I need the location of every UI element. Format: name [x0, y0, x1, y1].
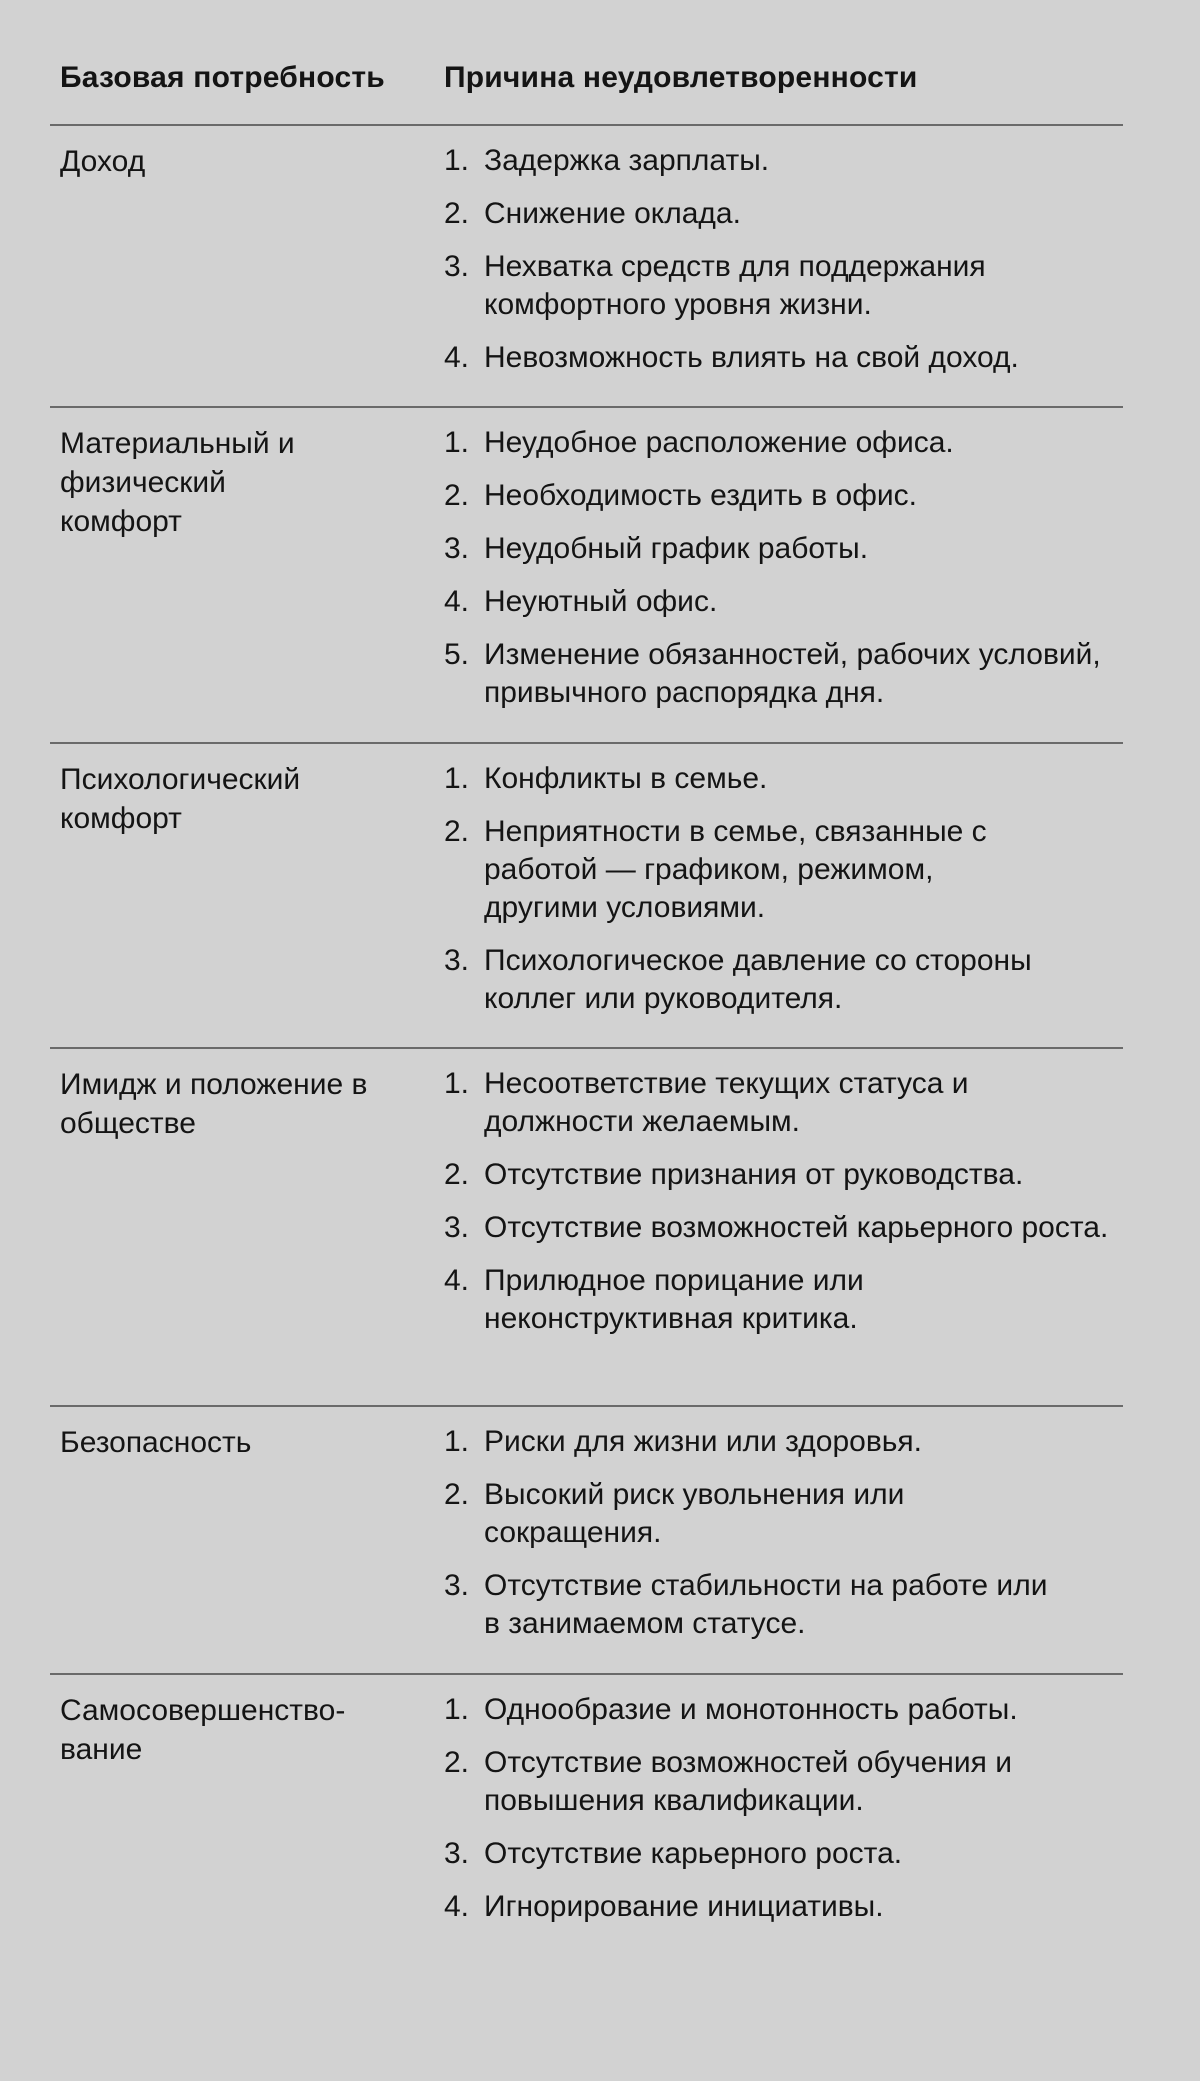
reason-list — [444, 1691, 1123, 1941]
item-number: 1. — [444, 426, 470, 459]
item-text: Однообразие и монотонность работы. — [484, 1693, 1018, 1726]
item-text: Нехватка средств для поддержания комфортного уровня жизни. — [484, 250, 986, 321]
item-text: Неудобный график работы. — [484, 532, 869, 565]
reason-list — [444, 1423, 1123, 1658]
item-text: Отсутствие карьерного роста. — [484, 1837, 903, 1870]
list-item — [444, 942, 1123, 1018]
item-number: 4. — [444, 341, 470, 374]
list-item — [444, 1209, 1123, 1247]
table-row-material-comfort — [50, 408, 1123, 744]
item-number: 3. — [444, 1569, 470, 1602]
list-item — [444, 1835, 1123, 1873]
item-text: Отсутствие возможностей обучения и повышения квалификации. — [484, 1746, 1012, 1817]
list-item — [444, 813, 1123, 927]
list-item — [444, 636, 1123, 712]
list-item — [444, 1691, 1123, 1729]
list-item — [444, 477, 1123, 515]
item-number: 2. — [444, 1746, 470, 1779]
list-item — [444, 583, 1123, 621]
item-number: 3. — [444, 250, 470, 283]
item-text: Неудобное расположение офиса. — [484, 426, 954, 459]
need-label: Доход — [60, 145, 146, 178]
item-text: Высокий риск увольнения или сокращения. — [484, 1478, 905, 1549]
header-need: Базовая потребность — [60, 61, 385, 94]
header-reason: Причина неудовлетворенности — [444, 61, 918, 94]
item-number: 1. — [444, 1067, 470, 1100]
item-text: Несоответствие текущих статуса и должности желаемым. — [484, 1067, 969, 1138]
reason-list — [444, 142, 1123, 392]
list-item — [444, 1262, 1123, 1338]
table-row-self-improvement — [50, 1675, 1123, 2015]
item-number: 1. — [444, 1425, 470, 1458]
table-row-psychological-comfort — [50, 744, 1123, 1049]
list-item — [444, 339, 1123, 377]
item-number: 2. — [444, 1158, 470, 1191]
item-text: Невозможность влиять на свой доход. — [484, 341, 1019, 374]
item-text: Игнорирование инициативы. — [484, 1890, 884, 1923]
item-text: Отсутствие стабильности на работе или в занимаемом статусе. — [484, 1569, 1048, 1640]
table-row-safety — [50, 1407, 1123, 1675]
item-number: 1. — [444, 762, 470, 795]
list-item — [444, 1476, 1123, 1552]
list-item — [444, 760, 1123, 798]
table-header — [50, 0, 1123, 126]
list-item — [444, 1744, 1123, 1820]
item-number: 1. — [444, 1693, 470, 1726]
item-number: 3. — [444, 1211, 470, 1244]
item-number: 2. — [444, 1478, 470, 1511]
item-number: 4. — [444, 585, 470, 618]
item-text: Снижение оклада. — [484, 197, 741, 230]
item-text: Риски для жизни или здоровья. — [484, 1425, 922, 1458]
list-item — [444, 424, 1123, 462]
table-row-income — [50, 126, 1123, 408]
item-text: Психологическое давление со стороны коллег или руководителя. — [484, 944, 1032, 1015]
item-text: Неуютный офис. — [484, 585, 718, 618]
need-label: Самосовершенство-вание — [60, 1694, 346, 1766]
need-label: Имидж и положение в обществе — [60, 1068, 368, 1140]
list-item — [444, 248, 1123, 324]
list-item — [444, 1065, 1123, 1141]
table-row-image-status — [50, 1049, 1123, 1407]
item-number: 4. — [444, 1890, 470, 1923]
list-item — [444, 142, 1123, 180]
item-number: 5. — [444, 638, 470, 671]
need-label: Психологический комфорт — [60, 763, 301, 835]
item-text: Необходимость ездить в офис. — [484, 479, 918, 512]
list-item — [444, 1567, 1123, 1643]
needs-table — [50, 0, 1123, 2015]
item-text: Отсутствие возможностей карьерного роста. — [484, 1211, 1109, 1244]
item-text: Конфликты в семье. — [484, 762, 768, 795]
list-item — [444, 1423, 1123, 1461]
item-number: 3. — [444, 1837, 470, 1870]
list-item — [444, 1888, 1123, 1926]
item-text: Задержка зарплаты. — [484, 144, 770, 177]
item-number: 2. — [444, 815, 470, 848]
reason-list — [444, 1065, 1123, 1353]
item-number: 1. — [444, 144, 470, 177]
item-text: Изменение обязанностей, рабочих условий, привычного распорядка дня. — [484, 638, 1101, 709]
item-number: 2. — [444, 479, 470, 512]
item-text: Отсутствие признания от руководства. — [484, 1158, 1024, 1191]
reason-list — [444, 760, 1123, 1033]
list-item — [444, 1156, 1123, 1194]
item-number: 3. — [444, 532, 470, 565]
item-number: 3. — [444, 944, 470, 977]
item-number: 4. — [444, 1264, 470, 1297]
list-item — [444, 530, 1123, 568]
list-item — [444, 195, 1123, 233]
item-text: Прилюдное порицание или неконструктивная критика. — [484, 1264, 864, 1335]
item-text: Неприятности в семье, связанные с работой — графиком, режимом, другими условиями. — [484, 815, 987, 924]
reason-list — [444, 424, 1123, 727]
need-label: Материальный и физический комфорт — [60, 427, 295, 538]
need-label: Безопасность — [60, 1426, 252, 1459]
item-number: 2. — [444, 197, 470, 230]
